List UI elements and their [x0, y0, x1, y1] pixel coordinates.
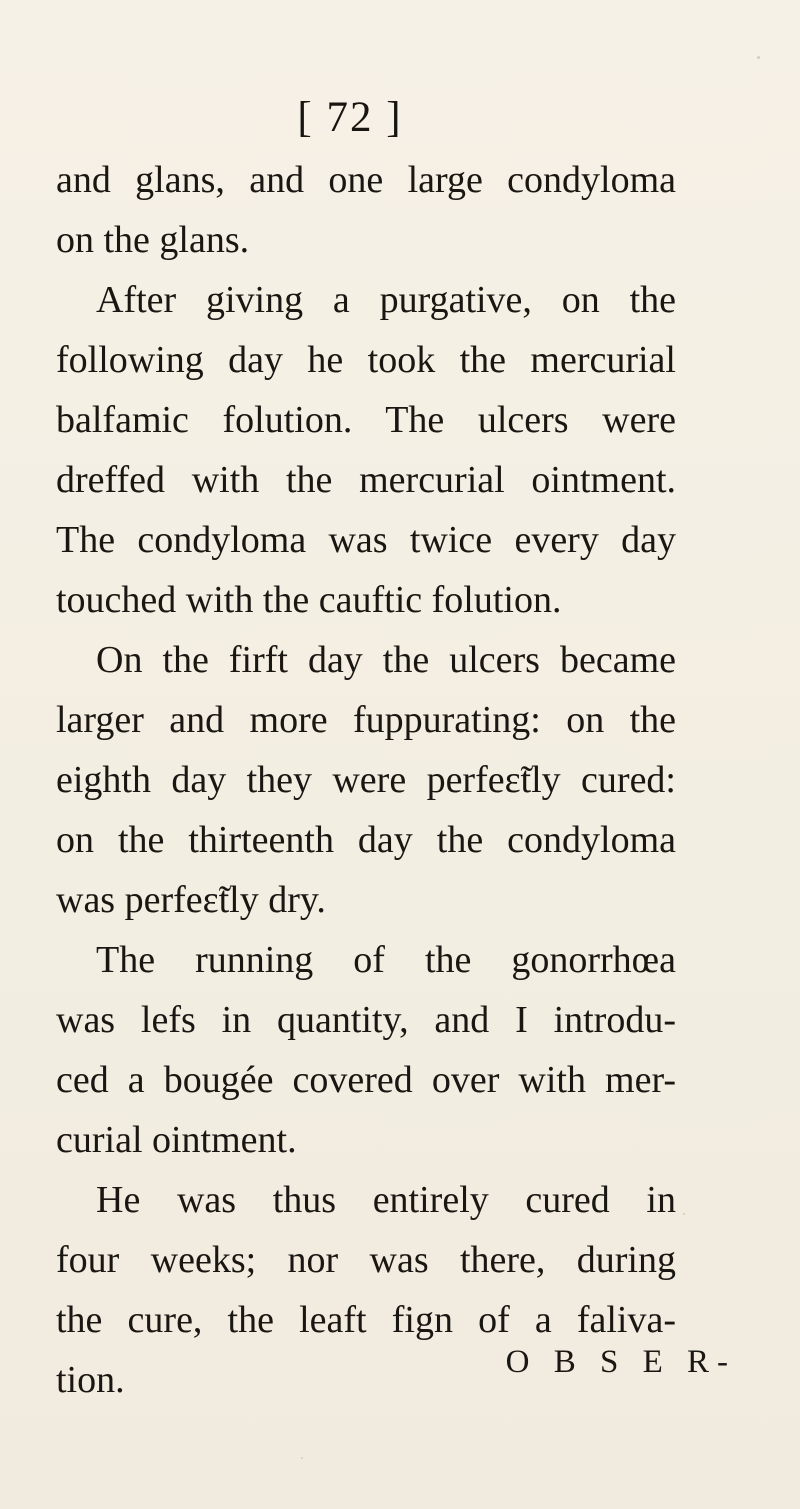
text-line: on the thirteenth day the condyloma: [56, 819, 676, 861]
text-line: balfamic folution. The ulcers were: [56, 399, 676, 441]
body-text: [56, 150, 676, 1410]
text-line: following day he took the mercurial: [56, 339, 676, 381]
page-number-header: [ 72 ]: [297, 94, 403, 141]
text-line: curial ointment.: [56, 1119, 297, 1161]
text-line: On the firft day the ulcers became: [96, 639, 676, 681]
text-line: the cure, the leaft fign of a faliva-: [56, 1299, 676, 1341]
text-line: After giving a purgative, on the: [96, 279, 676, 321]
text-line: larger and more fuppurating: on the: [56, 699, 676, 741]
text-line: four weeks; nor was there, during: [56, 1239, 676, 1281]
text-line: dreffed with the mercurial ointment.: [56, 459, 676, 501]
paper-speck: [301, 1457, 303, 1459]
text-line: and glans, and one large condyloma: [56, 159, 676, 201]
text-line: was lefs in quantity, and I introdu-: [56, 999, 676, 1041]
text-line: on the glans.: [56, 219, 250, 261]
catchword: O B S E R-: [505, 1344, 736, 1380]
text-line: eighth day they were perfeɛ̃tly cured:: [56, 759, 676, 801]
text-line: He was thus entirely cured in: [96, 1179, 676, 1221]
text-line: tion.: [56, 1359, 125, 1401]
text-line: The running of the gonorrhœa: [96, 939, 676, 981]
paper-speck: [683, 1213, 685, 1215]
paper-speck: [757, 56, 760, 59]
text-line: ced a bougée covered over with mer-: [56, 1059, 676, 1101]
text-line: was perfeɛ̃tly dry.: [56, 879, 326, 921]
text-line: touched with the cauftic folution.: [56, 579, 562, 621]
text-line: The condyloma was twice every day: [56, 519, 676, 561]
